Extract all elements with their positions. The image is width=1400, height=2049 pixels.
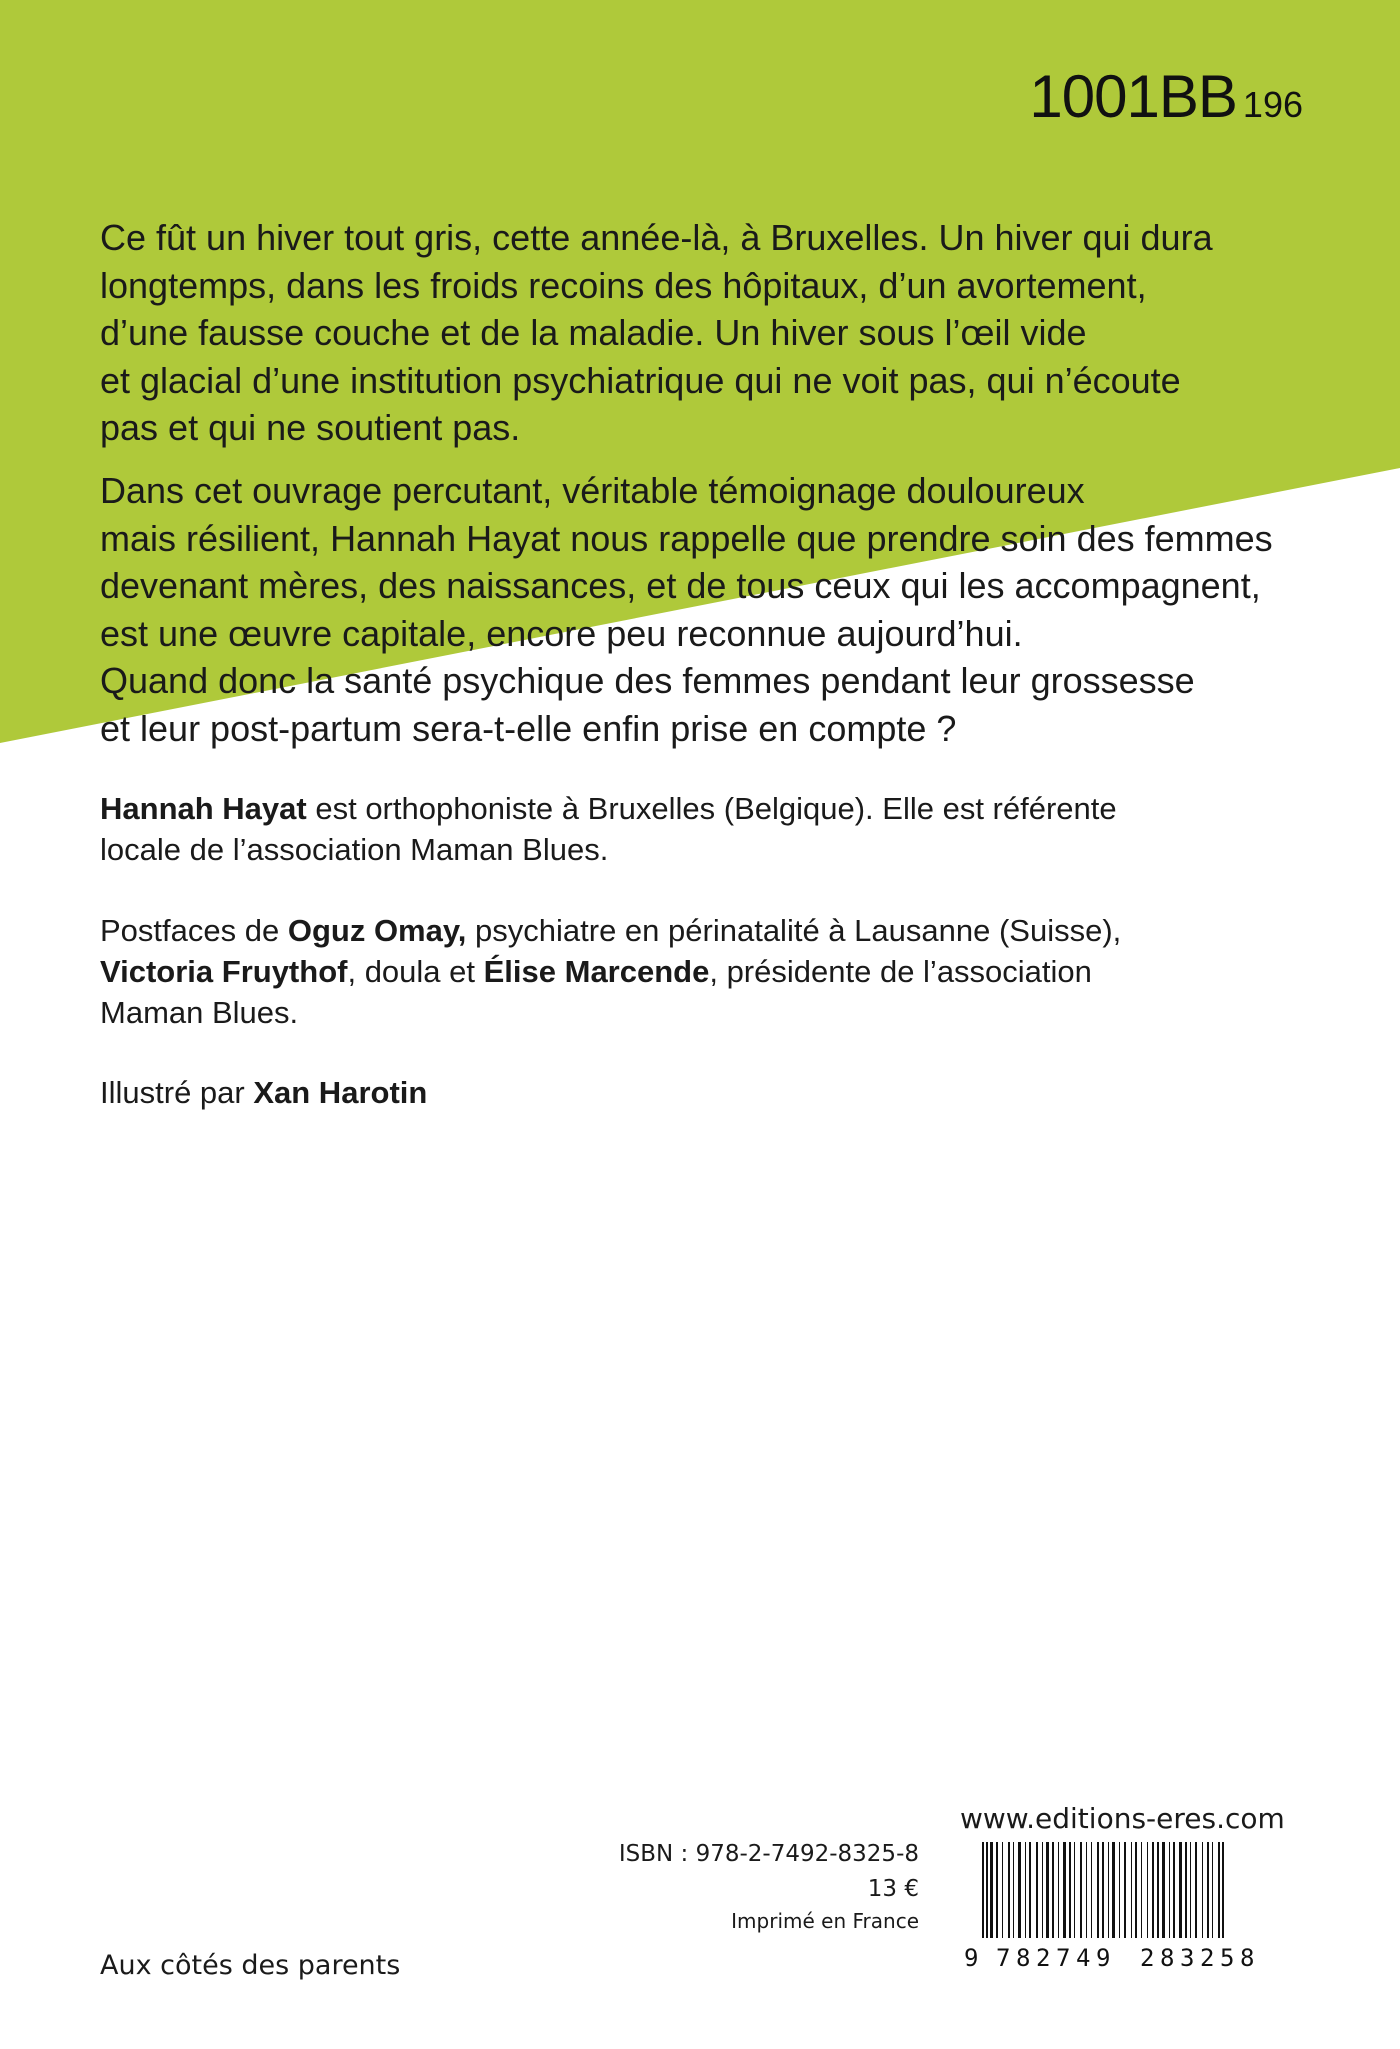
barcode-bar bbox=[1112, 1842, 1115, 1942]
illustration-intro: Illustré par bbox=[100, 1075, 254, 1110]
barcode-bar bbox=[1185, 1842, 1187, 1942]
blurb-line: et leur post-partum sera-t-elle enfin prise en compte ? bbox=[100, 707, 957, 749]
barcode-bar bbox=[1097, 1842, 1099, 1942]
barcode-bar bbox=[1162, 1842, 1165, 1942]
author-bio bbox=[100, 788, 1117, 870]
blurb-line: pas et qui ne soutient pas. bbox=[100, 407, 521, 448]
barcode-bar bbox=[1002, 1842, 1003, 1942]
postfaces-line-3: Maman Blues. bbox=[100, 995, 299, 1030]
barcode-digit: 9 bbox=[1096, 1944, 1111, 1972]
author-name: Hannah Hayat bbox=[100, 791, 307, 826]
blurb-paragraph-1 bbox=[100, 214, 1213, 452]
postfaces bbox=[100, 910, 1121, 1033]
author-bio-text: est orthophoniste à Bruxelles (Belgique). Elle est référente bbox=[306, 791, 1117, 826]
blurb-line: Dans cet ouvrage percutant, véritable témoignage douloureux bbox=[100, 470, 1085, 511]
postface-role-1: psychiatre en périnatalité à Lausanne (Suisse), bbox=[466, 913, 1122, 948]
postface-author-3: Élise Marcende bbox=[483, 954, 710, 989]
barcode-digit: 9 bbox=[964, 1944, 979, 1972]
barcode-digit: 2 bbox=[1036, 1944, 1051, 1972]
postface-role-3: , présidente de l’association bbox=[709, 954, 1092, 989]
barcode-bar bbox=[1141, 1842, 1142, 1942]
barcode-bar bbox=[1074, 1842, 1075, 1942]
barcode-digit: 5 bbox=[1220, 1944, 1235, 1972]
blurb-line: longtemps, dans les froids recoins des hôpitaux, d’un avortement, bbox=[100, 264, 1147, 306]
barcode bbox=[960, 1842, 1298, 1972]
barcode-digit: 8 bbox=[1016, 1944, 1031, 1972]
series-code: 1001BB bbox=[1029, 63, 1237, 130]
blurb-line: devenant mères, des naissances, et de tous ceux qui les accompagnent, bbox=[100, 565, 1261, 606]
barcode-bar bbox=[1202, 1842, 1203, 1942]
publisher-website[interactable]: www.editions-eres.com bbox=[960, 1802, 1285, 1835]
barcode-digit: 4 bbox=[1076, 1944, 1091, 1972]
barcode-bar bbox=[1091, 1842, 1092, 1942]
barcode-bar bbox=[1124, 1842, 1126, 1942]
barcode-bar bbox=[1147, 1842, 1148, 1942]
barcode-bar bbox=[1080, 1842, 1082, 1942]
barcode-digit: 3 bbox=[1180, 1944, 1195, 1972]
barcode-digit: 8 bbox=[1160, 1944, 1175, 1972]
barcode-bar bbox=[1063, 1842, 1066, 1942]
barcode-bar bbox=[1102, 1842, 1104, 1942]
barcode-digit: 8 bbox=[1240, 1944, 1255, 1972]
barcode-bar bbox=[1052, 1842, 1054, 1942]
blurb-line: Quand donc la santé psychique des femmes pendant leur grossesse bbox=[100, 660, 1195, 701]
barcode-bar bbox=[1025, 1842, 1026, 1942]
postface-author-1: Oguz Omay, bbox=[287, 913, 467, 948]
author-bio-text: locale de l’association Maman Blues. bbox=[100, 832, 609, 867]
printed-in: Imprimé en France bbox=[731, 1909, 919, 1933]
barcode-bar bbox=[1152, 1842, 1154, 1942]
barcode-bar bbox=[1086, 1842, 1087, 1942]
postfaces-intro: Postfaces de bbox=[100, 913, 288, 948]
barcode-bar bbox=[1058, 1842, 1059, 1942]
barcode-bar bbox=[1036, 1842, 1038, 1942]
blurb-line: et glacial d’une institution psychiatrique qui ne voit pas, qui n’écoute bbox=[100, 359, 1181, 401]
barcode-bar bbox=[1018, 1842, 1021, 1942]
barcode-bar bbox=[1029, 1842, 1031, 1942]
barcode-bar bbox=[1173, 1842, 1175, 1942]
barcode-bar bbox=[1195, 1842, 1197, 1942]
blurb-paragraph-2 bbox=[100, 467, 1273, 752]
barcode-bar bbox=[1135, 1842, 1137, 1942]
barcode-bar bbox=[1169, 1842, 1170, 1942]
barcode-bar bbox=[1131, 1842, 1132, 1942]
blurb-line: mais résilient, Hannah Hayat nous rappelle que prendre soin des femmes bbox=[100, 517, 1273, 559]
isbn: ISBN : 978-2-7492-8325-8 bbox=[618, 1841, 919, 1867]
series-label bbox=[1029, 62, 1303, 131]
barcode-bar bbox=[1069, 1842, 1071, 1942]
blurb-line: est une œuvre capitale, encore peu reconnue aujourd’hui. bbox=[100, 612, 1023, 654]
barcode-digit: 7 bbox=[1056, 1944, 1071, 1972]
barcode-bar bbox=[1212, 1842, 1213, 1942]
barcode-digit: 2 bbox=[1140, 1944, 1155, 1972]
barcode-bar bbox=[1207, 1842, 1209, 1942]
illustrator-name: Xan Harotin bbox=[253, 1075, 428, 1110]
barcode-bar bbox=[1157, 1842, 1159, 1942]
barcode-bar bbox=[1008, 1842, 1010, 1942]
tagline: Aux côtés des parents bbox=[100, 1950, 401, 1981]
barcode-bar bbox=[1179, 1842, 1182, 1942]
blurb-line: Ce fût un hiver tout gris, cette année-là, à Bruxelles. Un hiver qui dura bbox=[100, 217, 1213, 258]
barcode-bar bbox=[1119, 1842, 1120, 1942]
price: 13 € bbox=[867, 1876, 919, 1902]
illustration-credit bbox=[100, 1072, 427, 1113]
barcode-bar bbox=[1042, 1842, 1043, 1942]
barcode-bar bbox=[990, 1842, 993, 1942]
blurb-line: d’une fausse couche et de la maladie. Un hiver sous l’œil vide bbox=[100, 312, 1087, 353]
barcode-digit: 7 bbox=[996, 1944, 1011, 1972]
series-number: 196 bbox=[1242, 84, 1303, 125]
barcode-bar bbox=[1190, 1842, 1191, 1942]
barcode-digit: 2 bbox=[1200, 1944, 1215, 1972]
barcode-bar bbox=[1046, 1842, 1049, 1942]
barcode-bar bbox=[1108, 1842, 1109, 1942]
postface-author-2: Victoria Fruythof bbox=[100, 954, 348, 989]
postface-role-2: , doula et bbox=[347, 954, 484, 989]
barcode-bar bbox=[1013, 1842, 1014, 1942]
barcode-bar bbox=[996, 1842, 998, 1942]
